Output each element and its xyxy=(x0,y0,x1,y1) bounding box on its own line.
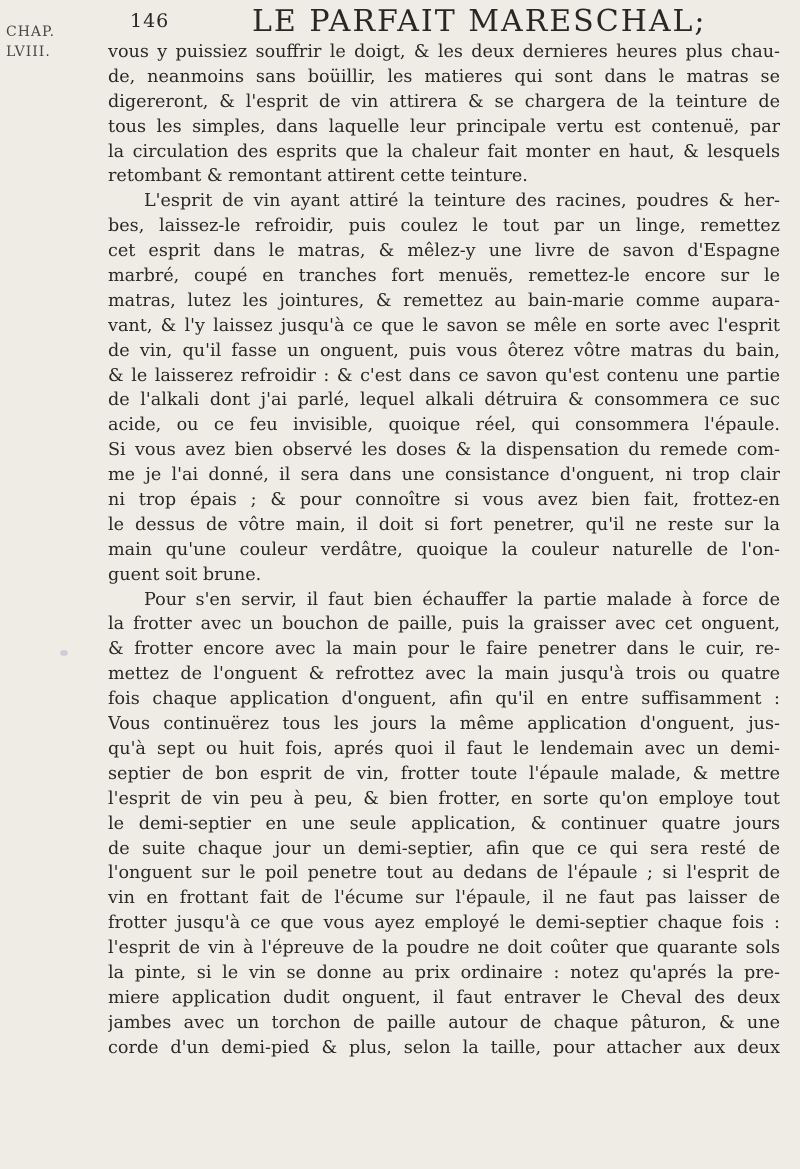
text-line: me je l'ai donné, il sera dans une consistance d'onguent, ni trop clair xyxy=(108,465,780,486)
text-line: bes, laissez-le refroidir, puis coulez le tout par un linge, remettez xyxy=(108,216,780,237)
chapter-margin-note xyxy=(6,22,64,62)
text-line: retombant & remontant attirent cette teinture. xyxy=(108,166,528,187)
text-line: Si vous avez bien observé les doses & la dispensation du remede com- xyxy=(108,440,780,461)
text-line: Vous continuërez tous les jours la même application d'onguent, jus- xyxy=(108,714,780,735)
paper-stain xyxy=(60,650,68,656)
text-line: le dessus de vôtre main, il doit si fort penetrer, qu'il ne reste sur la xyxy=(108,514,780,535)
margin-note-line: CHAP. xyxy=(6,24,56,40)
text-line: le demi-septier en une seule application, & continuer quatre jours xyxy=(108,813,780,834)
text-line: mettez de l'onguent & refrottez avec la main jusqu'à trois ou quatre xyxy=(108,664,780,685)
text-line: de vin, qu'il fasse un onguent, puis vous ôterez vôtre matras du bain, xyxy=(108,340,780,361)
text-line: vant, & l'y laissez jusqu'à ce que le savon se mêle en sorte avec l'esprit xyxy=(108,315,780,336)
text-line: de l'alkali dont j'ai parlé, lequel alkali détruira & consommera ce suc xyxy=(108,390,780,411)
text-line: frotter jusqu'à ce que vous ayez employé le demi-septier chaque fois : xyxy=(108,913,780,934)
text-line: main qu'une couleur verdâtre, quoique la couleur naturelle de l'on- xyxy=(108,539,780,560)
text-line: vin en frottant fait de l'écume sur l'épaule, il ne faut pas laisser de xyxy=(108,888,780,909)
text-line: & le laisserez refroidir : & c'est dans ce savon qu'est contenu une partie xyxy=(108,365,780,386)
text-line: marbré, coupé en tranches fort menuës, remettez-le encore sur le xyxy=(108,266,780,287)
text-line: Pour s'en servir, il faut bien échauffer la partie malade à force de xyxy=(144,589,780,610)
body-text xyxy=(108,40,780,1061)
text-line: cet esprit dans le matras, & mêlez-y une livre de savon d'Espagne xyxy=(108,241,780,262)
text-line: fois chaque application d'onguent, afin qu'il en entre suffisamment : xyxy=(108,689,780,710)
text-line: ni trop épais ; & pour connoître si vous avez bien fait, frottez-en xyxy=(108,490,780,511)
text-line: qu'à sept ou huit fois, aprés quoi il faut le lendemain avec un demi- xyxy=(108,738,780,759)
running-title: LE PARFAIT MARESCHAL; xyxy=(252,4,707,39)
text-line: tous les simples, dans laquelle leur principale vertu est contenuë, par xyxy=(108,116,780,137)
text-line: L'esprit de vin ayant attiré la teinture des racines, poudres & her- xyxy=(144,191,780,212)
text-line: l'esprit de vin peu à peu, & bien frotter, en sorte qu'on employe tout xyxy=(108,788,780,809)
text-line: matras, lutez les jointures, & remettez au bain-marie comme aupara- xyxy=(108,290,780,311)
text-line: digereront, & l'esprit de vin attirera & se chargera de la teinture de xyxy=(108,91,780,112)
text-line: la pinte, si le vin se donne au prix ordinaire : notez qu'aprés la pre- xyxy=(108,962,780,983)
text-line: la circulation des esprits que la chaleur fait monter en haut, & lesquels xyxy=(108,141,780,162)
text-line: la frotter avec un bouchon de paille, puis la graisser avec cet onguent, xyxy=(108,614,780,635)
text-line: miere application dudit onguent, il faut entraver le Cheval des deux xyxy=(108,987,780,1008)
text-line: de, neanmoins sans boüillir, les matieres qui sont dans le matras se xyxy=(108,66,780,87)
text-line: de suite chaque jour un demi-septier, afin que ce qui sera resté de xyxy=(108,838,780,859)
text-line: l'onguent sur le poil penetre tout au dedans de l'épaule ; si l'esprit de xyxy=(108,863,780,884)
text-line: & frotter encore avec la main pour le faire penetrer dans le cuir, re- xyxy=(108,639,780,660)
text-line: jambes avec un torchon de paille autour de chaque pâturon, & une xyxy=(108,1012,780,1033)
text-line: guent soit brune. xyxy=(108,564,262,585)
text-line: corde d'un demi-pied & plus, selon la taille, pour attacher aux deux xyxy=(108,1037,780,1058)
text-line: septier de bon esprit de vin, frotter toute l'épaule malade, & mettre xyxy=(108,763,780,784)
page-number: 146 xyxy=(130,10,170,32)
text-line: vous y puissiez souffrir le doigt, & les deux dernieres heures plus chau- xyxy=(108,42,780,62)
page-header xyxy=(130,4,750,38)
margin-note-line: LVIII. xyxy=(6,44,51,60)
text-line: acide, ou ce feu invisible, quoique réel, qui consommera l'épaule. xyxy=(108,415,780,436)
text-line: l'esprit de vin à l'épreuve de la poudre ne doit coûter que quarante sols xyxy=(108,938,780,959)
